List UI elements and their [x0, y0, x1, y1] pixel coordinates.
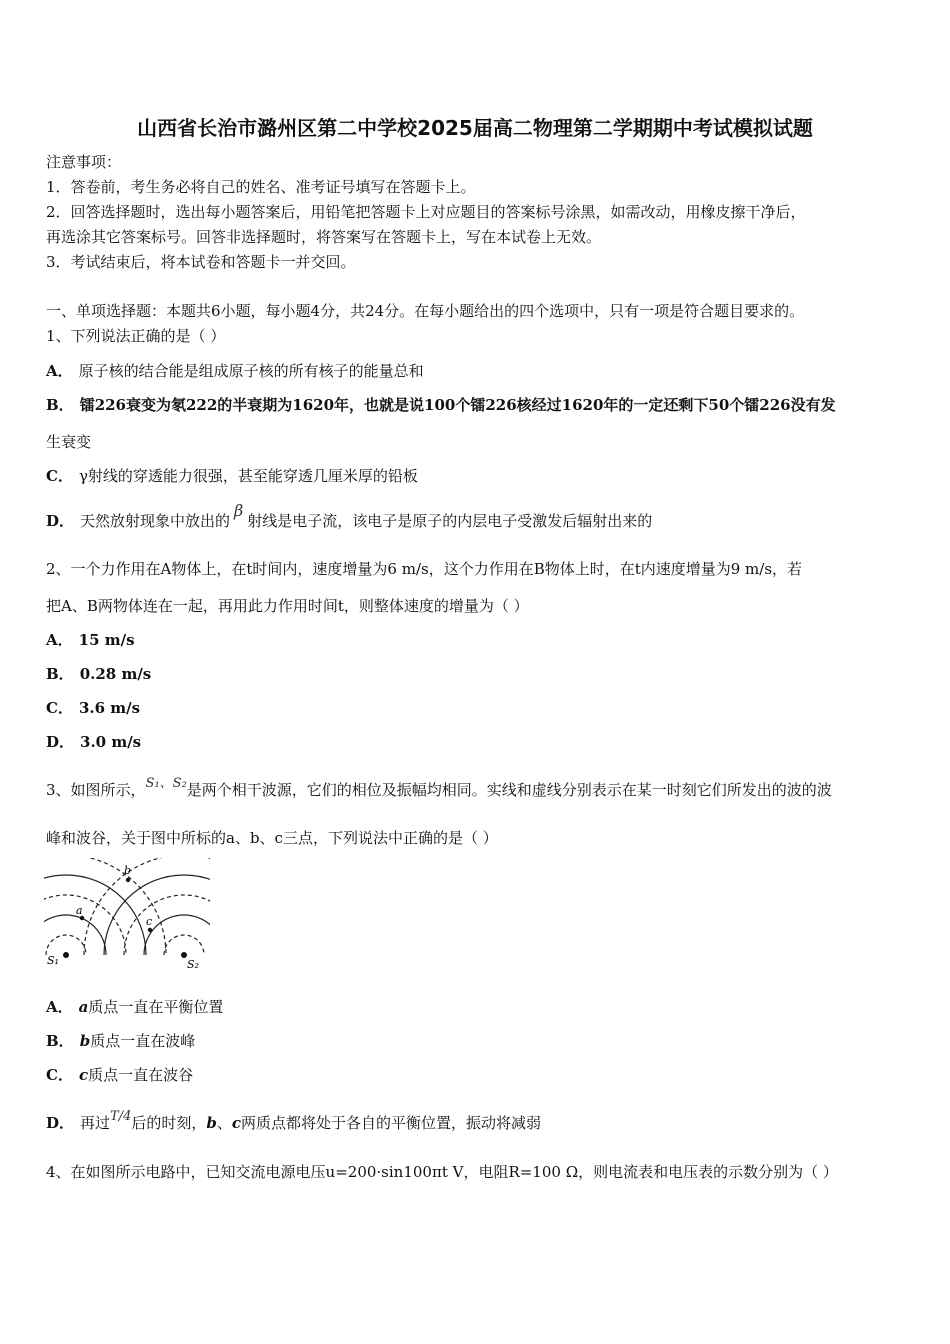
label-c: c [146, 915, 153, 928]
var-c: c [231, 1114, 242, 1132]
option-letter: D． [46, 733, 75, 751]
option-letter: C． [46, 467, 73, 485]
option-letter: B． [46, 665, 74, 683]
q1-option-b-cont: 生衰变 [46, 433, 92, 451]
option-letter: A． [46, 998, 73, 1016]
option-letter: A． [46, 631, 73, 649]
q3-option-c [46, 1065, 193, 1085]
q1-option-b-text: 镭226衰变为氡222的半衰期为1620年，也就是说100个镭226核经过1620年的一定还剩下50个镭226没有发 [79, 396, 836, 414]
option-letter: C． [46, 1066, 73, 1084]
q1-stem: 1、下列说法正确的是（ ） [46, 327, 226, 345]
separator: 、 [216, 1114, 232, 1132]
t-quarter-symbol: T/4 [110, 1109, 132, 1124]
q1-option-d-post: 射线是电子流，该电子是原子的内层电子受激发后辐射出来的 [247, 512, 653, 530]
s2-wave-3 [124, 895, 214, 955]
q3-option-c-text: 质点一直在波谷 [88, 1066, 194, 1084]
label-a: a [76, 904, 83, 917]
q2-option-d-text: 3.0 m/s [80, 733, 142, 751]
q2-option-b-text: 0.28 m/s [79, 665, 152, 683]
q3-option-d-mid: 后的时刻， [131, 1114, 207, 1132]
notice-heading: 注意事项： [46, 153, 122, 171]
q1-option-a-text: 原子核的结合能是组成原子核的所有核子的能量总和 [78, 362, 424, 380]
option-letter: B． [46, 1032, 74, 1050]
option-letter: D． [46, 1114, 75, 1132]
q2-stem-line2: 把A、B两物体连在一起，再用此力作用时间t，则整体速度的增量为（ ） [46, 597, 529, 615]
label-s1: S₁ [47, 954, 59, 967]
s1-point [63, 952, 69, 958]
label-s2: S₂ [187, 958, 199, 971]
q3-option-b [46, 1031, 195, 1051]
var-b: b [206, 1114, 217, 1132]
notice-item-1: 1．答卷前，考生务必将自己的姓名、准考证号填写在答题卡上。 [46, 178, 476, 196]
option-letter: D． [46, 512, 75, 530]
point-c [148, 928, 152, 932]
q2-option-c [46, 698, 140, 718]
q1-option-d [46, 501, 653, 531]
page-title: 山西省长治市潞州区第二中学校2025届高二物理第二学期期中考试模拟试题 [137, 116, 813, 140]
s1-s2-symbol: S₁、S₂ [145, 776, 187, 791]
var-c: c [78, 1066, 89, 1084]
q3-stem-post: 是两个相干波源，它们的相位及振幅均相同。实线和虚线分别表示在某一时刻它们所发出的波的波 [186, 781, 832, 799]
q3-option-a [46, 997, 223, 1017]
q2-option-c-text: 3.6 m/s [78, 699, 141, 717]
var-a: a [78, 998, 89, 1016]
wave-interference-figure [44, 858, 214, 973]
notice-item-3: 3．考试结束后，将本试卷和答题卡一并交回。 [46, 253, 356, 271]
q2-option-b [46, 664, 151, 684]
q1-option-c-text: γ射线的穿透能力很强，甚至能穿透几厘米厚的铅板 [78, 467, 418, 485]
q1-option-c [46, 466, 418, 486]
q3-option-b-text: 质点一直在波峰 [90, 1032, 196, 1050]
beta-symbol: β [234, 501, 244, 520]
q2-option-d [46, 732, 141, 752]
notice-item-2-cont: 再选涂其它答案标号。回答非选择题时，将答案写在答题卡上，写在本试卷上无效。 [46, 228, 602, 246]
q3-option-d-pre: 再过 [80, 1114, 111, 1132]
q3-option-a-text: 质点一直在平衡位置 [88, 998, 224, 1016]
s1-wave-2 [44, 915, 106, 955]
q1-option-b [46, 395, 836, 415]
section-heading: 一、单项选择题：本题共6小题，每小题4分，共24分。在每小题给出的四个选项中，只有一项是符合题目要求的。 [46, 302, 805, 320]
q3-stem-pre: 3、如图所示， [46, 781, 146, 799]
point-b [126, 878, 130, 882]
option-letter: C． [46, 699, 73, 717]
label-b: b [124, 864, 132, 877]
q1-option-a [46, 361, 424, 381]
q3-stem-line1 [46, 776, 832, 802]
q3-option-d [46, 1109, 542, 1135]
q2-option-a [46, 630, 135, 650]
option-letter: B． [46, 396, 74, 414]
option-letter: A． [46, 362, 73, 380]
q1-option-d-pre: 天然放射现象中放出的 [80, 512, 231, 530]
s2-wave-4 [104, 875, 214, 955]
q2-option-a-text: 15 m/s [78, 631, 135, 649]
q3-stem-line2: 峰和波谷，关于图中所标的a、b、c三点，下列说法中正确的是（ ） [46, 829, 498, 847]
var-b: b [79, 1032, 91, 1050]
q3-option-d-post: 两质点都将处于各自的平衡位置，振动将减弱 [241, 1114, 542, 1132]
q4-stem: 4、在如图所示电路中，已知交流电源电压u=200·sin100πt V，电阻R=100 Ω，则电流表和电压表的示数分别为（ ） [46, 1163, 838, 1181]
notice-item-2: 2．回答选择题时，选出每小题答案后，用铅笔把答题卡上对应题目的答案标号涂黑，如需改动，用橡皮擦干净后， [46, 203, 806, 221]
q2-stem-line1: 2、一个力作用在A物体上，在t时间内，速度增量为6 m/s，这个力作用在B物体上时，在t内速度增量为9 m/s，若 [46, 560, 803, 578]
